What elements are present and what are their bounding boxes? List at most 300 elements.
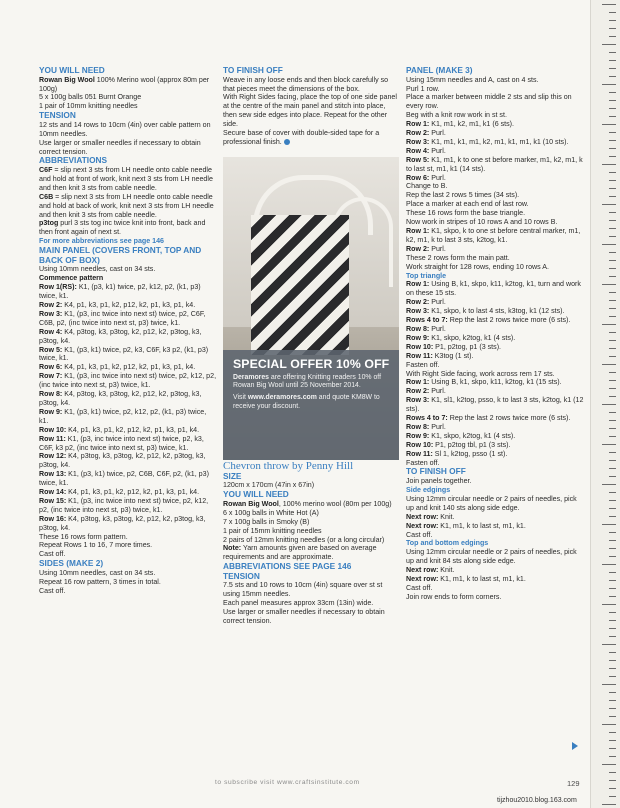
abbreviations-see-page: ABBREVIATIONS SEE PAGE 146 bbox=[223, 561, 352, 572]
pattern-row-label: Row 10: bbox=[39, 425, 67, 434]
ruler-tick bbox=[609, 116, 616, 117]
finish-heading-2: TO FINISH OFF bbox=[406, 466, 466, 477]
offer-text-1: Deramores are offering Knitting readers 10% off Rowan Big Wool until 25 November 2014. bbox=[233, 373, 381, 390]
pattern-row-text: K4, p1, k3, p1, k2, p12, k2, p1, k3, p1, k4. bbox=[62, 301, 196, 309]
ruler-tick bbox=[609, 660, 616, 661]
side-1: Using 12mm circular needle or 2 pairs of needles, pick up and knit 140 sts along side edge. bbox=[406, 494, 577, 512]
ruler-tick bbox=[609, 452, 616, 453]
pattern-row-label: Row 2: bbox=[406, 129, 430, 138]
pattern-row-text: K4, p3tog, k3, p3tog, k2, p12, k2, p3tog, k3, p3tog, k4. bbox=[39, 327, 202, 345]
ruler-tick bbox=[609, 252, 616, 253]
ruler-tick bbox=[609, 620, 616, 621]
pattern-row bbox=[406, 245, 584, 254]
ruler-tick bbox=[609, 508, 616, 509]
side-2: Cast off. bbox=[406, 530, 433, 539]
pattern-row bbox=[406, 378, 584, 387]
ruler-tick bbox=[609, 276, 616, 277]
pattern-row-text: Purl. bbox=[429, 422, 446, 431]
ruler-tick bbox=[609, 668, 616, 669]
ruler-tick bbox=[609, 412, 616, 413]
pattern-row-text: Purl. bbox=[429, 129, 446, 138]
ruler-tick bbox=[609, 580, 616, 581]
top-bottom-edgings-heading: Top and bottom edgings bbox=[406, 539, 489, 548]
sides-2: Repeat 16 row pattern, 3 times in total. bbox=[39, 577, 161, 586]
ruler-tick bbox=[609, 556, 616, 557]
ruler-tick bbox=[609, 188, 616, 189]
ruler-tick bbox=[609, 748, 616, 749]
ruler-tick bbox=[602, 164, 616, 165]
ruler-tick bbox=[609, 388, 616, 389]
pattern-row-text: Purl. bbox=[429, 298, 446, 307]
ruler-tick bbox=[602, 84, 616, 85]
ruler-tick bbox=[609, 220, 616, 221]
pattern-row bbox=[406, 441, 584, 450]
pattern-row bbox=[406, 307, 584, 316]
need-3: 7 x 100g balls in Smoky (B) bbox=[223, 517, 310, 526]
ruler-tick bbox=[609, 420, 616, 421]
pattern-row bbox=[406, 298, 584, 307]
pattern-row bbox=[39, 452, 217, 470]
p-2: Rep the last 2 rows 5 times (34 sts). bbox=[406, 191, 520, 200]
tension-heading-2: TENSION bbox=[223, 570, 260, 581]
ruler-tick bbox=[609, 132, 616, 133]
pattern-row-label: Row 2: bbox=[39, 301, 63, 309]
yarn-line: Rowan Big Wool 100% Merino wool (approx 80m per 100g) bbox=[39, 75, 210, 93]
pattern-row bbox=[406, 120, 584, 129]
pattern-row-text: K1, m1, k1, m1, k2, m1, k1, m1, k1 (10 sts). bbox=[429, 137, 569, 146]
pattern-row-text: K1, (p3, k1) twice, p2, k12, p2, (k1, p3) twice, k1. bbox=[39, 283, 201, 301]
pattern-row bbox=[406, 316, 584, 325]
main-end-3: Cast off. bbox=[39, 550, 66, 559]
pattern-row bbox=[406, 147, 584, 156]
tension-text: 12 sts and 14 rows to 10cm (4in) over cable pattern on 10mm needles. bbox=[39, 120, 211, 138]
pattern-row-text: Using B, k1, skpo, k11, k2tog, k1, turn and work on these 15 sts. bbox=[406, 280, 581, 298]
ruler-tick bbox=[609, 540, 616, 541]
ruler-tick bbox=[602, 484, 616, 485]
ruler-tick bbox=[609, 636, 616, 637]
ruler-tick bbox=[602, 804, 616, 805]
pattern-row bbox=[39, 515, 217, 533]
pattern-row bbox=[406, 450, 584, 459]
ruler-tick bbox=[609, 268, 616, 269]
ruler-tick bbox=[609, 588, 616, 589]
pattern-row bbox=[39, 470, 217, 488]
tension-heading: TENSION bbox=[39, 110, 76, 121]
ruler-tick bbox=[609, 148, 616, 149]
pattern-row-text: K1, m1, k to one st before marker, m1, k2, m1, k to last st, m1, k1 (14 sts). bbox=[406, 155, 583, 173]
ruler-tick bbox=[609, 532, 616, 533]
pattern-row-text: K4, p1, k3, p1, k2, p12, k2, p1, k3, p1, k4. bbox=[62, 363, 196, 372]
ruler-tick bbox=[602, 324, 616, 325]
pattern-row-text: K1, skpo, k to last 4 sts, k3tog, k1 (12 sts). bbox=[429, 307, 565, 316]
ruler-tick bbox=[609, 92, 616, 93]
pattern-row-label: Row 2: bbox=[406, 298, 430, 307]
ruler-tick bbox=[609, 292, 616, 293]
ruler-tick bbox=[609, 12, 616, 13]
pattern-row-text: K4, p3tog, k3, p3tog, k2, p12, k2, p3tog, k3, p3tog, k4. bbox=[39, 514, 206, 532]
pattern-row bbox=[39, 328, 217, 346]
yarn-note: Note: Yarn amounts given are based on average requirements and are approximate. bbox=[223, 544, 377, 562]
pattern-row-text: K4, p1, k3, p1, k2, p12, k2, p1, k3, p1, k4. bbox=[66, 425, 200, 434]
tb-1: Using 12mm circular needle or 2 pairs of needles, pick up and knit 84 sts along side edge. bbox=[406, 548, 577, 566]
pattern-row-label: Row 15: bbox=[39, 496, 67, 505]
ruler-tick bbox=[602, 684, 616, 685]
tension2-3: Use larger or smaller needles if necessary to obtain correct tension. bbox=[223, 608, 385, 626]
page-number: 129 bbox=[567, 779, 580, 788]
finish-3: Secure base of cover with double-sided tape for a professional finish. bbox=[223, 129, 380, 146]
abbr-p3tog: p3tog purl 3 sts tog inc twice knit into front, back and then front again of next st. bbox=[39, 219, 206, 237]
pattern-row bbox=[39, 363, 217, 372]
pattern-row-label: Row 6: bbox=[406, 173, 430, 182]
top-triangle-heading: Top triangle bbox=[406, 271, 447, 280]
pattern-row-label: Row 3: bbox=[406, 396, 430, 405]
chevron-throw-image bbox=[251, 215, 349, 355]
tb-2: Cast off. bbox=[406, 583, 433, 592]
tension2-1: 7.5 sts and 10 rows to 10cm (4in) square over st st using 15mm needles. bbox=[223, 581, 383, 599]
pattern-row-text: Purl. bbox=[429, 146, 446, 155]
pattern-row bbox=[406, 396, 584, 414]
pattern-row bbox=[406, 334, 584, 343]
pattern-row bbox=[39, 408, 217, 426]
pattern-row-label: Row 9: bbox=[406, 431, 430, 440]
pattern-row-text: Purl. bbox=[429, 387, 446, 396]
ruler-tick bbox=[609, 332, 616, 333]
end-bullet-icon bbox=[284, 139, 290, 145]
panel-2: Purl 1 row. bbox=[406, 84, 440, 93]
p-1: Change to B. bbox=[406, 182, 448, 191]
offer-title: SPECIAL OFFER 10% OFF bbox=[233, 356, 390, 371]
pattern-row-label: Row 1: bbox=[406, 227, 430, 235]
main-patt-rows bbox=[406, 227, 584, 254]
ruler-tick bbox=[609, 36, 616, 37]
ruler-tick bbox=[609, 652, 616, 653]
pattern-row-label: Row 2: bbox=[406, 244, 430, 253]
ruler-tick bbox=[609, 428, 616, 429]
p-7: Work straight for 128 rows, ending 10 rows A. bbox=[406, 262, 549, 271]
pattern-row-label: Row 16: bbox=[39, 514, 67, 523]
ruler-tick bbox=[609, 28, 616, 29]
pattern-row-text: K1, sl1, k2tog, psso, k to last 3 sts, k2tog, k1 (12 sts). bbox=[406, 396, 584, 414]
side-row-2: Next row: K1, m1, k to last st, m1, k1. bbox=[406, 521, 526, 530]
sides-3: Cast off. bbox=[39, 586, 66, 595]
pattern-row bbox=[406, 423, 584, 432]
finish-2: With Right Sides facing, place the top of one side panel at the centre of the main panel and stitch into place, then sew side edges into place. Repeat for the other side. bbox=[223, 93, 397, 129]
pattern-row bbox=[406, 325, 584, 334]
pattern-row bbox=[406, 174, 584, 183]
ruler-tick bbox=[609, 156, 616, 157]
ruler bbox=[590, 0, 620, 808]
pattern-row bbox=[39, 283, 217, 301]
pattern-row-text: K1, skpo, k2tog, k1 (4 sts). bbox=[429, 431, 516, 440]
pattern-row bbox=[39, 310, 217, 328]
ruler-tick bbox=[609, 516, 616, 517]
abbr-c6f: C6F = slip next 3 sts from LH needle onto cable needle and hold at front of work, knit next 3 sts from LH needle and then knit 3 sts from cable needle. bbox=[39, 166, 213, 192]
pattern-row-text: K3tog (1 st). bbox=[432, 351, 474, 360]
pattern-row-text: K1, skpo, k to one st before central marker, m1, k2, m1, k to last 3 sts, k2tog, k1. bbox=[406, 227, 581, 244]
pattern-row-label: Row 3: bbox=[406, 137, 430, 146]
ruler-tick bbox=[609, 500, 616, 501]
pattern-row bbox=[39, 497, 217, 515]
ruler-tick bbox=[609, 212, 616, 213]
need-4: 1 pair of 15mm knitting needles bbox=[223, 526, 322, 535]
tb-3: Join row ends to form corners. bbox=[406, 592, 502, 601]
ruler-tick bbox=[609, 308, 616, 309]
ruler-tick bbox=[602, 284, 616, 285]
ruler-tick bbox=[609, 492, 616, 493]
ruler-tick bbox=[602, 244, 616, 245]
watermark: tijzhou2010.blog.163.com bbox=[497, 797, 577, 804]
offer-text-2: Visit www.deramores.com and quote KM8W to receive your discount. bbox=[233, 394, 380, 410]
ruler-tick bbox=[609, 732, 616, 733]
side-row-1: Next row: Knit. bbox=[406, 512, 455, 521]
column-left bbox=[39, 66, 217, 596]
pattern-row bbox=[39, 390, 217, 408]
pattern-row bbox=[406, 343, 584, 352]
pattern-row bbox=[406, 156, 584, 174]
p-9: With Right Side facing, work across rem 17 sts. bbox=[406, 369, 555, 378]
pattern-row-text: K1, (p3, k1) twice, p2, k12, p2, (k1, p3) twice, k1. bbox=[39, 407, 207, 425]
pattern-row-text: Rep the last 2 rows twice more (6 sts). bbox=[447, 414, 571, 423]
ruler-tick bbox=[609, 772, 616, 773]
second-triangle-rows bbox=[406, 378, 584, 458]
pattern-row-label: Row 5: bbox=[39, 345, 63, 354]
finish3-1: Join panels together. bbox=[406, 477, 472, 486]
p-4: These 16 rows form the base triangle. bbox=[406, 209, 526, 218]
pattern-row bbox=[39, 372, 217, 390]
ruler-tick bbox=[609, 372, 616, 373]
main-end-1: These 16 rows form pattern. bbox=[39, 532, 128, 541]
sides-1: Using 10mm needles, cast on 34 sts. bbox=[39, 568, 156, 577]
ruler-tick bbox=[602, 764, 616, 765]
ruler-tick bbox=[602, 44, 616, 45]
pattern-row bbox=[406, 414, 584, 423]
balls-line: 5 x 100g balls 051 Burnt Orange bbox=[39, 93, 142, 102]
sides-heading: SIDES (MAKE 2) bbox=[39, 558, 104, 569]
pattern-row-label: Row 14: bbox=[39, 488, 67, 497]
finish-heading: TO FINISH OFF bbox=[223, 65, 283, 75]
pattern-row-label: Rows 4 to 7: bbox=[406, 316, 448, 325]
needles-line: 1 pair of 10mm knitting needles bbox=[39, 102, 138, 111]
tb-row-2: Next row: K1, m1, k to last st, m1, k1. bbox=[406, 575, 526, 584]
pattern-row-label: Row 1: bbox=[406, 378, 430, 387]
ruler-tick bbox=[609, 108, 616, 109]
ruler-tick bbox=[609, 316, 616, 317]
ruler-tick bbox=[609, 76, 616, 77]
pattern-row-label: Row 11: bbox=[406, 449, 433, 458]
pattern-row-label: Row 1: bbox=[406, 280, 430, 289]
ruler-tick bbox=[609, 612, 616, 613]
need-5: 2 pairs of 12mm knitting needles (or a long circular) bbox=[223, 535, 385, 544]
main-cast-on: Using 10mm needles, cast on 34 sts. bbox=[39, 265, 156, 274]
ruler-tick bbox=[609, 460, 616, 461]
ruler-tick bbox=[609, 340, 616, 341]
pattern-row-label: Row 7: bbox=[39, 372, 63, 381]
ruler-tick bbox=[602, 444, 616, 445]
pattern-row-text: Using B, k1, skpo, k11, k2tog, k1 (15 sts). bbox=[429, 378, 562, 387]
pattern-row bbox=[406, 387, 584, 396]
pattern-row-label: Row 11: bbox=[39, 434, 66, 443]
ruler-tick bbox=[609, 100, 616, 101]
ruler-tick bbox=[609, 236, 616, 237]
more-abbreviations-link: For more abbreviations see page 146 bbox=[39, 237, 164, 246]
ruler-tick bbox=[609, 380, 616, 381]
photo-caption: Chevron throw by Penny Hill bbox=[223, 459, 354, 472]
pattern-row-label: Row 3: bbox=[406, 307, 430, 316]
ruler-tick bbox=[609, 20, 616, 21]
tension2-2: Each panel measures approx 33cm (13in) wide. bbox=[223, 599, 374, 608]
ruler-tick bbox=[609, 436, 616, 437]
main-panel-heading: MAIN PANEL (COVERS FRONT, TOP AND BACK OF BOX) bbox=[39, 245, 202, 265]
pattern-row bbox=[406, 138, 584, 147]
pattern-row-label: Row 1: bbox=[406, 120, 430, 129]
ruler-tick bbox=[602, 204, 616, 205]
pattern-row-text: K1, (p3, inc twice into next st) twice, p2, C6F, C6B, p2, (inc twice into next st, p3) twice, k1. bbox=[39, 309, 206, 327]
size-heading: SIZE bbox=[223, 470, 242, 481]
column-middle bbox=[223, 66, 399, 626]
ruler-tick bbox=[609, 468, 616, 469]
footer-subscribe: to subscribe visit www.craftsinstitute.com bbox=[215, 779, 360, 786]
special-offer-box bbox=[223, 350, 399, 460]
ruler-tick bbox=[602, 604, 616, 605]
pattern-row-label: Row 8: bbox=[406, 324, 430, 333]
ruler-tick bbox=[609, 348, 616, 349]
pattern-row-label: Row 4: bbox=[39, 327, 63, 336]
abbreviations-heading: ABBREVIATIONS bbox=[39, 155, 108, 166]
ruler-tick bbox=[609, 676, 616, 677]
continue-arrow-icon bbox=[572, 742, 578, 750]
pattern-row-text: Purl. bbox=[429, 324, 446, 333]
ruler-tick bbox=[609, 60, 616, 61]
pattern-row-text: Rep the last 2 rows twice more (6 sts). bbox=[447, 316, 571, 325]
ruler-tick bbox=[602, 724, 616, 725]
main-panel-rows bbox=[39, 283, 217, 532]
ruler-tick bbox=[609, 780, 616, 781]
finish-1: Weave in any loose ends and then block carefully so that pieces meet the dimensions of the box. bbox=[223, 75, 389, 93]
pattern-row-text: K4, p3tog, k3, p3tog, k2, p12, k2, p3tog, k3, p3tog, k4. bbox=[39, 390, 202, 407]
column-right bbox=[406, 66, 584, 602]
pattern-row-label: Row 12: bbox=[39, 452, 67, 461]
pattern-row bbox=[39, 426, 217, 435]
side-edgings-heading: Side edgings bbox=[406, 485, 451, 494]
offer-url-link[interactable]: www.deramores.com bbox=[247, 394, 317, 402]
pattern-row-text: K1, (p3, inc twice into next st) twice, p2, k3, C6F, k3 p2, (inc twice into next st, p3) twice, k1. bbox=[39, 434, 204, 452]
ruler-tick bbox=[602, 644, 616, 645]
pattern-row bbox=[39, 346, 217, 364]
panel-1: Using 15mm needles and A, cast on 4 sts. bbox=[406, 75, 539, 84]
pattern-row bbox=[406, 280, 584, 298]
ruler-tick bbox=[602, 364, 616, 365]
pattern-row-text: P1, p2tog tbl, p1 (3 sts). bbox=[433, 440, 511, 449]
you-will-need-heading: YOU WILL NEED bbox=[39, 65, 105, 75]
pattern-row-text: K4, p3tog, k3, p3tog, k2, p12, k2, p3tog, k3, p3tog, k4. bbox=[39, 452, 206, 470]
p-6: These 2 rows form the main patt. bbox=[406, 253, 510, 262]
p-8: Fasten off. bbox=[406, 360, 440, 369]
pattern-row bbox=[406, 432, 584, 441]
ruler-tick bbox=[609, 396, 616, 397]
ruler-tick bbox=[609, 476, 616, 477]
pattern-row bbox=[406, 129, 584, 138]
ruler-tick bbox=[609, 548, 616, 549]
need-yarn: Rowan Big Wool, 100% merino wool (80m per 100g) bbox=[223, 499, 392, 508]
ruler-tick bbox=[609, 756, 616, 757]
ruler-tick bbox=[609, 596, 616, 597]
pattern-row bbox=[406, 352, 584, 361]
pattern-row-label: Row 10: bbox=[406, 342, 434, 351]
pattern-row-text: P1, p2tog, p1 (3 sts). bbox=[433, 342, 502, 351]
pattern-row bbox=[406, 227, 584, 245]
ruler-tick bbox=[609, 700, 616, 701]
pattern-row-text: K1, skpo, k2tog, k1 (4 sts). bbox=[429, 333, 516, 342]
top-triangle-rows bbox=[406, 280, 584, 360]
ruler-tick bbox=[609, 796, 616, 797]
ruler-tick bbox=[602, 4, 616, 5]
ruler-tick bbox=[609, 140, 616, 141]
ruler-tick bbox=[609, 572, 616, 573]
main-end-2: Repeat Rows 1 to 16, 7 more times. bbox=[39, 541, 153, 550]
pattern-row-text: Purl. bbox=[429, 244, 446, 253]
ruler-tick bbox=[609, 228, 616, 229]
pattern-row-label: Row 6: bbox=[39, 363, 63, 372]
panel-heading: PANEL (MAKE 3) bbox=[406, 65, 473, 75]
ruler-tick bbox=[609, 68, 616, 69]
pattern-row-text: K1, (p3, inc twice into next st) twice, p2, k12, p2, (inc twice into next st, p3) twice, k1. bbox=[39, 496, 209, 514]
pattern-row-text: K1, m1, k2, m1, k1 (6 sts). bbox=[429, 120, 515, 129]
pattern-row-label: Row 10: bbox=[406, 440, 434, 449]
you-will-need-heading-2: YOU WILL NEED bbox=[223, 489, 289, 500]
pattern-row-label: Row 13: bbox=[39, 470, 67, 479]
pattern-row bbox=[39, 435, 217, 453]
need-2: 6 x 100g balls in White Hot (A) bbox=[223, 508, 319, 517]
pattern-row-label: Row 11: bbox=[406, 351, 433, 360]
ruler-tick bbox=[609, 716, 616, 717]
ruler-tick bbox=[609, 708, 616, 709]
ruler-tick bbox=[609, 196, 616, 197]
pattern-row-text: K1, (p3, k1) twice, p2, k3, C6F, k3 p2, (k1, p3) twice, k1. bbox=[39, 345, 209, 363]
ruler-tick bbox=[609, 740, 616, 741]
pattern-row-label: Row 4: bbox=[406, 146, 430, 155]
ruler-tick bbox=[602, 404, 616, 405]
pattern-row-label: Row 5: bbox=[406, 155, 430, 164]
panel-4: Beg with a knit row work in st st. bbox=[406, 111, 507, 120]
p-10: Fasten off. bbox=[406, 458, 440, 467]
ruler-tick bbox=[609, 788, 616, 789]
pattern-row-label: Rows 4 to 7: bbox=[406, 414, 448, 423]
pattern-row-label: Row 1(RS): bbox=[39, 283, 77, 292]
base-triangle-rows bbox=[406, 120, 584, 182]
tb-row-1: Next row: Knit. bbox=[406, 566, 455, 575]
pattern-row-label: Row 9: bbox=[406, 333, 430, 342]
pattern-row-label: Row 3: bbox=[39, 309, 63, 318]
abbr-c6b: C6B = slip next 3 sts from LH needle onto cable needle and hold at back of work, knit next 3 sts from LH needle and then knit 3 sts from cable needle. bbox=[39, 192, 214, 219]
pattern-row-label: Row 8: bbox=[39, 390, 63, 399]
pattern-row bbox=[39, 301, 217, 310]
ruler-tick bbox=[609, 692, 616, 693]
p-3: Place a marker at each end of last row. bbox=[406, 200, 529, 209]
pattern-row-text: K1, (p3, k1) twice, p2, C6B, C6F, p2, (k1, p3) twice, k1. bbox=[39, 470, 209, 488]
size-text: 120cm x 170cm (47in x 67in) bbox=[223, 481, 315, 490]
pattern-row bbox=[39, 488, 217, 497]
throw-photo bbox=[223, 157, 399, 460]
ruler-tick bbox=[609, 172, 616, 173]
pattern-row-text: K1, (p3, inc twice into next st) twice, p2, k12, p2, (inc twice into next st, p3) twice, k1. bbox=[39, 372, 217, 390]
ruler-tick bbox=[602, 564, 616, 565]
pattern-row-label: Row 8: bbox=[406, 422, 430, 431]
ruler-tick bbox=[602, 124, 616, 125]
ruler-tick bbox=[609, 260, 616, 261]
ruler-tick bbox=[609, 52, 616, 53]
ruler-tick bbox=[609, 356, 616, 357]
pattern-row-text: Sl 1, k2tog, psso (1 st). bbox=[432, 449, 508, 458]
